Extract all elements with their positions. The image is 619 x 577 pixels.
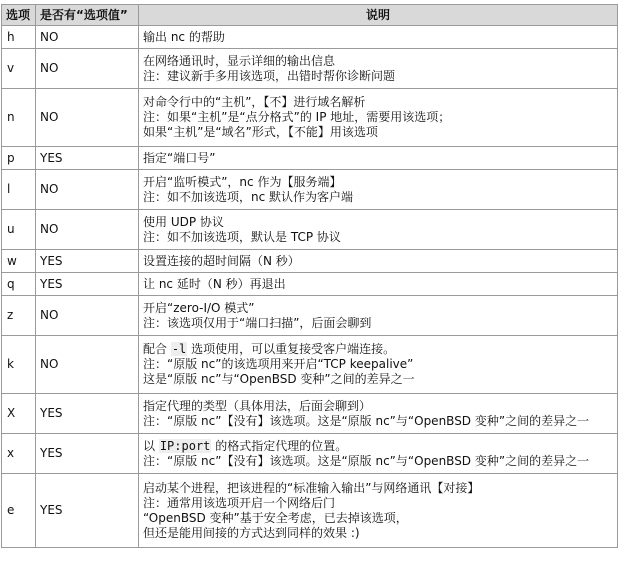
- description-text: 选项使用，可以重复接受客户端连接。: [187, 342, 396, 356]
- description-cell: [139, 394, 618, 434]
- description-line: “OpenBSD 变种”基于安全考虑，已去掉该选项，: [143, 510, 408, 525]
- description-line: 开启“监听模式”，nc 作为【服务端】: [143, 174, 342, 189]
- has-value-cell: NO: [36, 296, 139, 336]
- description-line: 注：通常用该选项开启一个网络后门: [143, 495, 336, 510]
- description-cell: [139, 474, 618, 548]
- description-line: 让 nc 延时（N 秒）再退出: [143, 276, 286, 291]
- description-cell: [139, 273, 618, 296]
- description-text: 以: [143, 438, 159, 453]
- description-line: 注：该选项仅用于“端口扫描”，后面会聊到: [143, 315, 372, 330]
- table-row: [2, 336, 618, 394]
- table-row: [2, 49, 618, 89]
- table-row: [2, 26, 618, 49]
- description-line: 指定代理的类型（具体用法，后面会聊到）: [143, 398, 372, 413]
- description-line: 在网络通讯时，显示详细的输出信息: [143, 53, 336, 68]
- has-value-cell: NO: [36, 170, 139, 210]
- description-cell: [139, 89, 618, 147]
- has-value-cell: NO: [36, 49, 139, 89]
- description-cell: [139, 336, 618, 394]
- option-cell: h: [2, 26, 36, 49]
- description-line: 注：“原版 nc”的该选项用来开启“TCP keepalive”: [143, 357, 414, 371]
- has-value-cell: YES: [36, 250, 139, 273]
- header-has-value: 是否有“选项值”: [36, 5, 139, 26]
- description-line: 注：如不加该选项，默认是 TCP 协议: [143, 229, 341, 244]
- description-line: 这是“原版 nc”与“OpenBSD 变种”之间的差异之一: [143, 372, 415, 386]
- description-line: 注：如不加该选项，nc 默认作为客户端: [143, 189, 354, 204]
- description-line: 指定“端口号”: [143, 150, 216, 165]
- description-line: 对命令行中的“主机”，【不】进行域名解析: [143, 95, 366, 109]
- inline-code: -l: [171, 342, 187, 356]
- description-cell: [139, 210, 618, 250]
- option-cell: x: [2, 434, 36, 474]
- description-line: 开启“zero-I/O 模式”: [143, 300, 255, 315]
- description-line: 如果“主机”是“域名”形式，【不能】用该选项: [143, 125, 378, 139]
- has-value-cell: NO: [36, 210, 139, 250]
- option-cell: l: [2, 170, 36, 210]
- option-cell: q: [2, 273, 36, 296]
- option-cell: X: [2, 394, 36, 434]
- has-value-cell: YES: [36, 273, 139, 296]
- description-text: 配合: [143, 342, 171, 356]
- option-cell: p: [2, 147, 36, 170]
- option-cell: w: [2, 250, 36, 273]
- description-cell: [139, 434, 618, 474]
- table-row: [2, 273, 618, 296]
- table-row: [2, 89, 618, 147]
- description-text: 的格式指定代理的位置。: [211, 438, 348, 453]
- table-row: [2, 210, 618, 250]
- option-cell: k: [2, 336, 36, 394]
- description-line: 设置连接的超时间隔（N 秒）: [143, 253, 300, 268]
- option-cell: n: [2, 89, 36, 147]
- has-value-cell: YES: [36, 394, 139, 434]
- table-row: [2, 250, 618, 273]
- table-row: [2, 147, 618, 170]
- description-cell: [139, 49, 618, 89]
- description-line: [143, 342, 613, 357]
- has-value-cell: YES: [36, 474, 139, 548]
- header-option: 选项: [2, 5, 36, 26]
- description-line: 注：建议新手多用该选项，出错时帮你诊断问题: [143, 68, 396, 83]
- option-cell: v: [2, 49, 36, 89]
- description-line: 注：如果“主机”是“点分格式”的 IP 地址，需要用该选项；: [143, 110, 451, 124]
- table-row: [2, 474, 618, 548]
- description-line: 使用 UDP 协议: [143, 214, 224, 229]
- option-cell: u: [2, 210, 36, 250]
- has-value-cell: NO: [36, 336, 139, 394]
- table-row: [2, 434, 618, 474]
- table-row: [2, 394, 618, 434]
- header-row: [2, 5, 618, 26]
- description-line: 输出 nc 的帮助: [143, 29, 225, 44]
- description-cell: [139, 296, 618, 336]
- has-value-cell: NO: [36, 26, 139, 49]
- description-line: 启动某个进程，把该进程的“标准输入输出”与网络通讯【对接】: [143, 480, 480, 495]
- description-cell: [139, 250, 618, 273]
- description-line: 但还是能用间接的方式达到同样的效果 :): [143, 525, 360, 540]
- has-value-cell: NO: [36, 89, 139, 147]
- inline-code: IP:port: [159, 438, 211, 453]
- has-value-cell: YES: [36, 434, 139, 474]
- option-cell: e: [2, 474, 36, 548]
- option-cell: z: [2, 296, 36, 336]
- options-table: [1, 4, 618, 548]
- description-line: 注：“原版 nc”【没有】该选项。这是“原版 nc”与“OpenBSD 变种”之间的差异之一: [143, 453, 590, 468]
- header-description: 说明: [139, 5, 618, 26]
- table-row: [2, 296, 618, 336]
- description-cell: [139, 26, 618, 49]
- description-line: 注：“原版 nc”【没有】该选项。这是“原版 nc”与“OpenBSD 变种”之间的差异之一: [143, 413, 590, 428]
- has-value-cell: YES: [36, 147, 139, 170]
- description-line: [143, 439, 613, 454]
- description-cell: [139, 147, 618, 170]
- table-row: [2, 170, 618, 210]
- description-cell: [139, 170, 618, 210]
